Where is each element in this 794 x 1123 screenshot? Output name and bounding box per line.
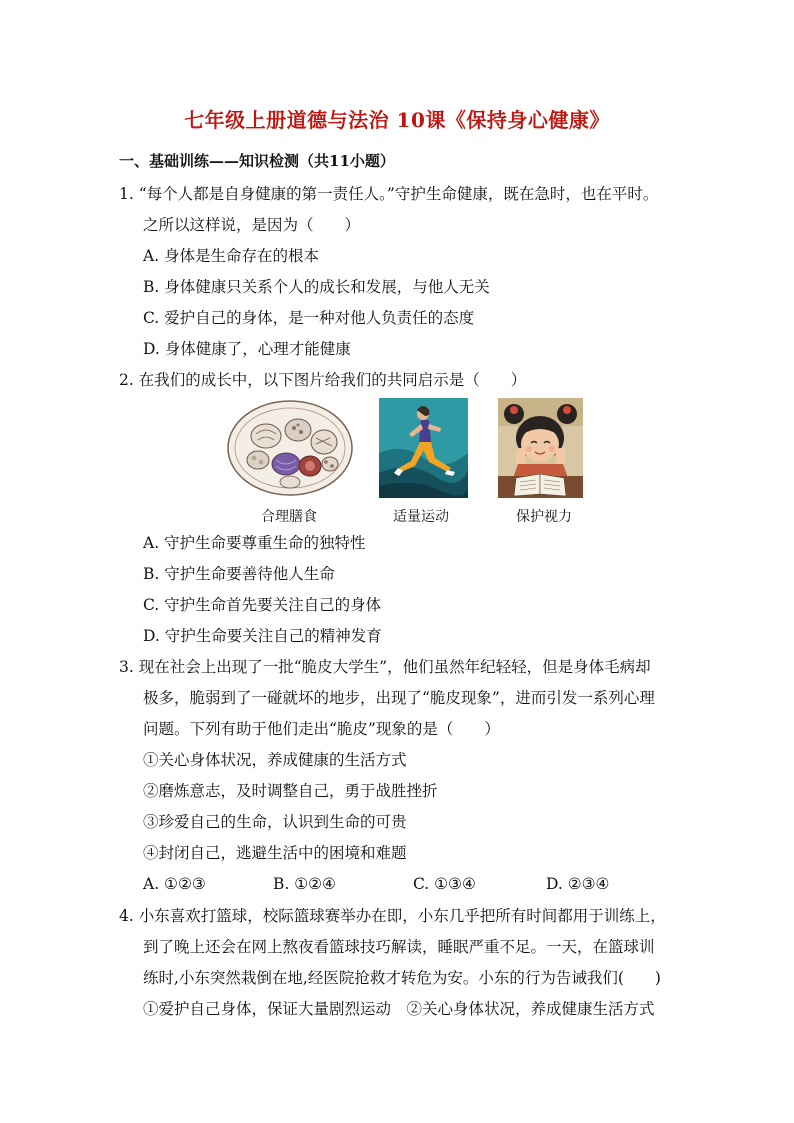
- question-4-line-3: 练时,小东突然栽倒在地,经医院抢救才转危为安。小东的行为告诫我们( ): [143, 969, 661, 987]
- question-2-line-1: 2. 在我们的成长中，以下图片给我们的共同启示是（ ）: [119, 371, 527, 389]
- question-4-line-1: 4. 小东喜欢打篮球，校际篮球赛举办在即，小东几乎把所有时间都用于训练上，: [119, 907, 666, 925]
- question-3-line-3: 问题。下列有助于他们走出“脆皮”现象的是（ ）: [143, 720, 500, 738]
- question-2-option-c: C. 守护生命首先要关注自己的身体: [143, 596, 382, 614]
- question-4-line-2: 到了晚上还会在网上熬夜看篮球技巧解读，睡眠严重不足。一天，在篮球训: [143, 938, 655, 956]
- caption-healthy-diet: 合理膳食: [261, 509, 317, 525]
- question-2-option-a: A. 守护生命要尊重生命的独特性: [143, 534, 366, 552]
- question-3-statement-3: ③珍爱自己的生命，认识到生命的可贵: [143, 813, 407, 831]
- question-3-line-2: 极多，脆弱到了一碰就坏的地步，出现了“脆皮现象”，进而引发一系列心理: [143, 689, 655, 707]
- question-3-choice-c: C. ①③④: [413, 875, 476, 893]
- caption-exercise: 适量运动: [393, 509, 449, 525]
- question-1-option-c: C. 爱护自己的身体，是一种对他人负责任的态度: [143, 309, 475, 327]
- question-2-option-b: B. 守护生命要善待他人生命: [143, 565, 335, 583]
- question-4-line-4: ①爱护自己身体，保证大量剧烈运动 ②关心身体状况，养成健康生活方式: [143, 1000, 655, 1018]
- page-title: 七年级上册道德与法治 10课《保持身心健康》: [184, 108, 610, 132]
- healthy-food-image: [226, 398, 354, 498]
- question-1-line-1: 1. “每个人都是自身健康的第一责任人。”守护生命健康，既在急时，也在平时。: [119, 185, 659, 203]
- question-1-option-a: A. 身体是生命存在的根本: [143, 247, 320, 265]
- caption-eyesight: 保护视力: [516, 509, 572, 525]
- question-3-statement-2: ②磨炼意志，及时调整自己，勇于战胜挫折: [143, 782, 438, 800]
- question-3-choice-d: D. ②③④: [546, 875, 610, 893]
- question-3-choice-a: A. ①②③: [143, 875, 206, 893]
- question-1-option-b: B. 身体健康只关系个人的成长和发展，与他人无关: [143, 278, 490, 296]
- question-3-choice-b: B. ①②④: [273, 875, 336, 893]
- reading-girl-image: [498, 398, 583, 498]
- question-1-option-d: D. 身体健康了，心理才能健康: [143, 340, 351, 358]
- question-3-statement-4: ④封闭自己，逃避生活中的困境和难题: [143, 844, 407, 862]
- question-1-line-2: 之所以这样说，是因为（ ）: [143, 216, 361, 234]
- question-3-choices: [143, 875, 663, 895]
- section-heading: 一、基础训练——知识检测（共11小题）: [119, 152, 395, 170]
- question-3-line-1: 3. 现在社会上出现了一批“脆皮大学生”，他们虽然年纪轻轻，但是身体毛病却: [119, 658, 651, 676]
- question-2-option-d: D. 守护生命要关注自己的精神发育: [143, 627, 382, 645]
- exercise-image: [379, 398, 468, 498]
- question-3-statement-1: ①关心身体状况，养成健康的生活方式: [143, 751, 407, 769]
